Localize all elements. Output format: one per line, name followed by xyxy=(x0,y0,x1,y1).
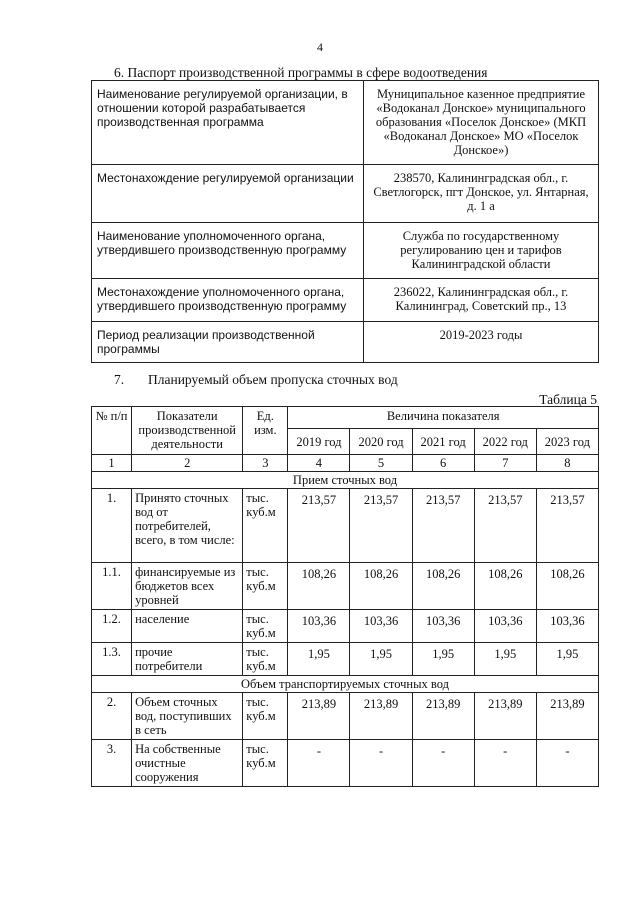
table-row xyxy=(92,489,599,563)
row-value: - xyxy=(288,740,350,787)
passport-key: Местонахождение уполномоченного органа, утвердившего производственную программу xyxy=(92,279,364,322)
table-row xyxy=(92,279,599,322)
row-value: - xyxy=(536,740,598,787)
header-year: 2022 год xyxy=(474,429,536,455)
row-indicator: прочие потребители xyxy=(132,643,243,676)
wastewater-table xyxy=(91,406,599,787)
row-value: 213,57 xyxy=(412,489,474,563)
passport-value: 236022, Калининградская обл., г. Калининград, Советский пр., 13 xyxy=(364,279,599,322)
row-value: 108,26 xyxy=(412,563,474,610)
group-title: Прием сточных вод xyxy=(92,472,599,489)
column-number: 2 xyxy=(132,455,243,472)
column-numbers-row xyxy=(92,455,599,472)
passport-value: 2019-2023 годы xyxy=(364,322,599,363)
header-year: 2021 год xyxy=(412,429,474,455)
header-year: 2019 год xyxy=(288,429,350,455)
table-row xyxy=(92,740,599,787)
passport-value: Служба по государственному регулированию цен и тарифов Калининградской области xyxy=(364,223,599,279)
passport-key: Местонахождение регулируемой организации xyxy=(92,165,364,223)
row-value: 213,57 xyxy=(474,489,536,563)
row-number: 1.3. xyxy=(92,643,132,676)
passport-value: 238570, Калининградская обл., г. Светлогорск, пгт Донское, ул. Янтарная, д. 1 а xyxy=(364,165,599,223)
row-value: 213,89 xyxy=(536,693,598,740)
section-7-heading: Планируемый объем пропуска сточных вод xyxy=(148,372,398,387)
passport-key: Наименование уполномоченного органа, утвердившего производственную программу xyxy=(92,223,364,279)
row-value: 103,36 xyxy=(412,610,474,643)
row-value: - xyxy=(412,740,474,787)
header-row xyxy=(92,407,599,429)
group-row xyxy=(92,472,599,489)
row-value: 213,89 xyxy=(288,693,350,740)
table-row xyxy=(92,693,599,740)
passport-value: Муниципальное казенное предприятие «Водоканал Донское» муниципального образования «Поселок Донское» (МКП «Водоканал Донское» МО «Поселок Донское») xyxy=(364,81,599,165)
row-value: 108,26 xyxy=(536,563,598,610)
row-value: 213,89 xyxy=(412,693,474,740)
row-indicator: население xyxy=(132,610,243,643)
header-unit: Ед. изм. xyxy=(243,407,288,455)
row-indicator: Объем сточных вод, поступивших в сеть xyxy=(132,693,243,740)
row-value: 213,89 xyxy=(474,693,536,740)
header-num: № п/п xyxy=(92,407,132,455)
passport-key: Наименование регулируемой организации, в отношении которой разрабатывается производственная программа xyxy=(92,81,364,165)
row-unit: тыс. куб.м xyxy=(243,693,288,740)
row-value: 213,57 xyxy=(536,489,598,563)
table-row xyxy=(92,322,599,363)
column-number: 4 xyxy=(288,455,350,472)
column-number: 7 xyxy=(474,455,536,472)
table-row xyxy=(92,610,599,643)
row-number: 1.2. xyxy=(92,610,132,643)
row-number: 2. xyxy=(92,693,132,740)
table-row xyxy=(92,81,599,165)
row-value: 1,95 xyxy=(350,643,412,676)
row-value: 1,95 xyxy=(474,643,536,676)
header-indicator: Показатели производственной деятельности xyxy=(132,407,243,455)
table-row xyxy=(92,643,599,676)
row-value: 213,89 xyxy=(350,693,412,740)
column-number: 1 xyxy=(92,455,132,472)
header-year: 2023 год xyxy=(536,429,598,455)
row-number: 3. xyxy=(92,740,132,787)
row-value: - xyxy=(350,740,412,787)
column-number: 5 xyxy=(350,455,412,472)
column-number: 3 xyxy=(243,455,288,472)
row-value: 103,36 xyxy=(536,610,598,643)
row-unit: тыс. куб.м xyxy=(243,489,288,563)
row-value: 1,95 xyxy=(288,643,350,676)
row-number: 1. xyxy=(92,489,132,563)
row-unit: тыс. куб.м xyxy=(243,563,288,610)
table-row xyxy=(92,563,599,610)
table-row xyxy=(92,165,599,223)
table-row xyxy=(92,223,599,279)
row-unit: тыс. куб.м xyxy=(243,610,288,643)
row-value: 103,36 xyxy=(474,610,536,643)
row-value: 103,36 xyxy=(350,610,412,643)
section-6-title: 6. Паспорт производственной программы в сфере водоотведения xyxy=(114,65,488,80)
group-title: Объем транспортируемых сточных вод xyxy=(92,676,599,693)
row-value: 213,57 xyxy=(288,489,350,563)
page-number: 4 xyxy=(317,40,323,54)
row-indicator: На собственные очистные сооружения xyxy=(132,740,243,787)
row-value: 1,95 xyxy=(536,643,598,676)
row-unit: тыс. куб.м xyxy=(243,643,288,676)
row-number: 1.1. xyxy=(92,563,132,610)
row-value: 108,26 xyxy=(350,563,412,610)
row-unit: тыс. куб.м xyxy=(243,740,288,787)
header-year: 2020 год xyxy=(350,429,412,455)
table-label: Таблица 5 xyxy=(539,392,597,407)
header-value: Величина показателя xyxy=(288,407,599,429)
row-indicator: финансируемые из бюджетов всех уровней xyxy=(132,563,243,610)
group-row xyxy=(92,676,599,693)
row-indicator: Принято сточных вод от потребителей, всего, в том числе: xyxy=(132,489,243,563)
row-value: 108,26 xyxy=(474,563,536,610)
row-value: 108,26 xyxy=(288,563,350,610)
section-7-number: 7. xyxy=(114,372,125,387)
row-value: 213,57 xyxy=(350,489,412,563)
section-7-title xyxy=(114,372,398,388)
row-value: - xyxy=(474,740,536,787)
row-value: 1,95 xyxy=(412,643,474,676)
column-number: 6 xyxy=(412,455,474,472)
passport-key: Период реализации производственной программы xyxy=(92,322,364,363)
column-number: 8 xyxy=(536,455,598,472)
row-value: 103,36 xyxy=(288,610,350,643)
passport-table xyxy=(91,80,599,363)
